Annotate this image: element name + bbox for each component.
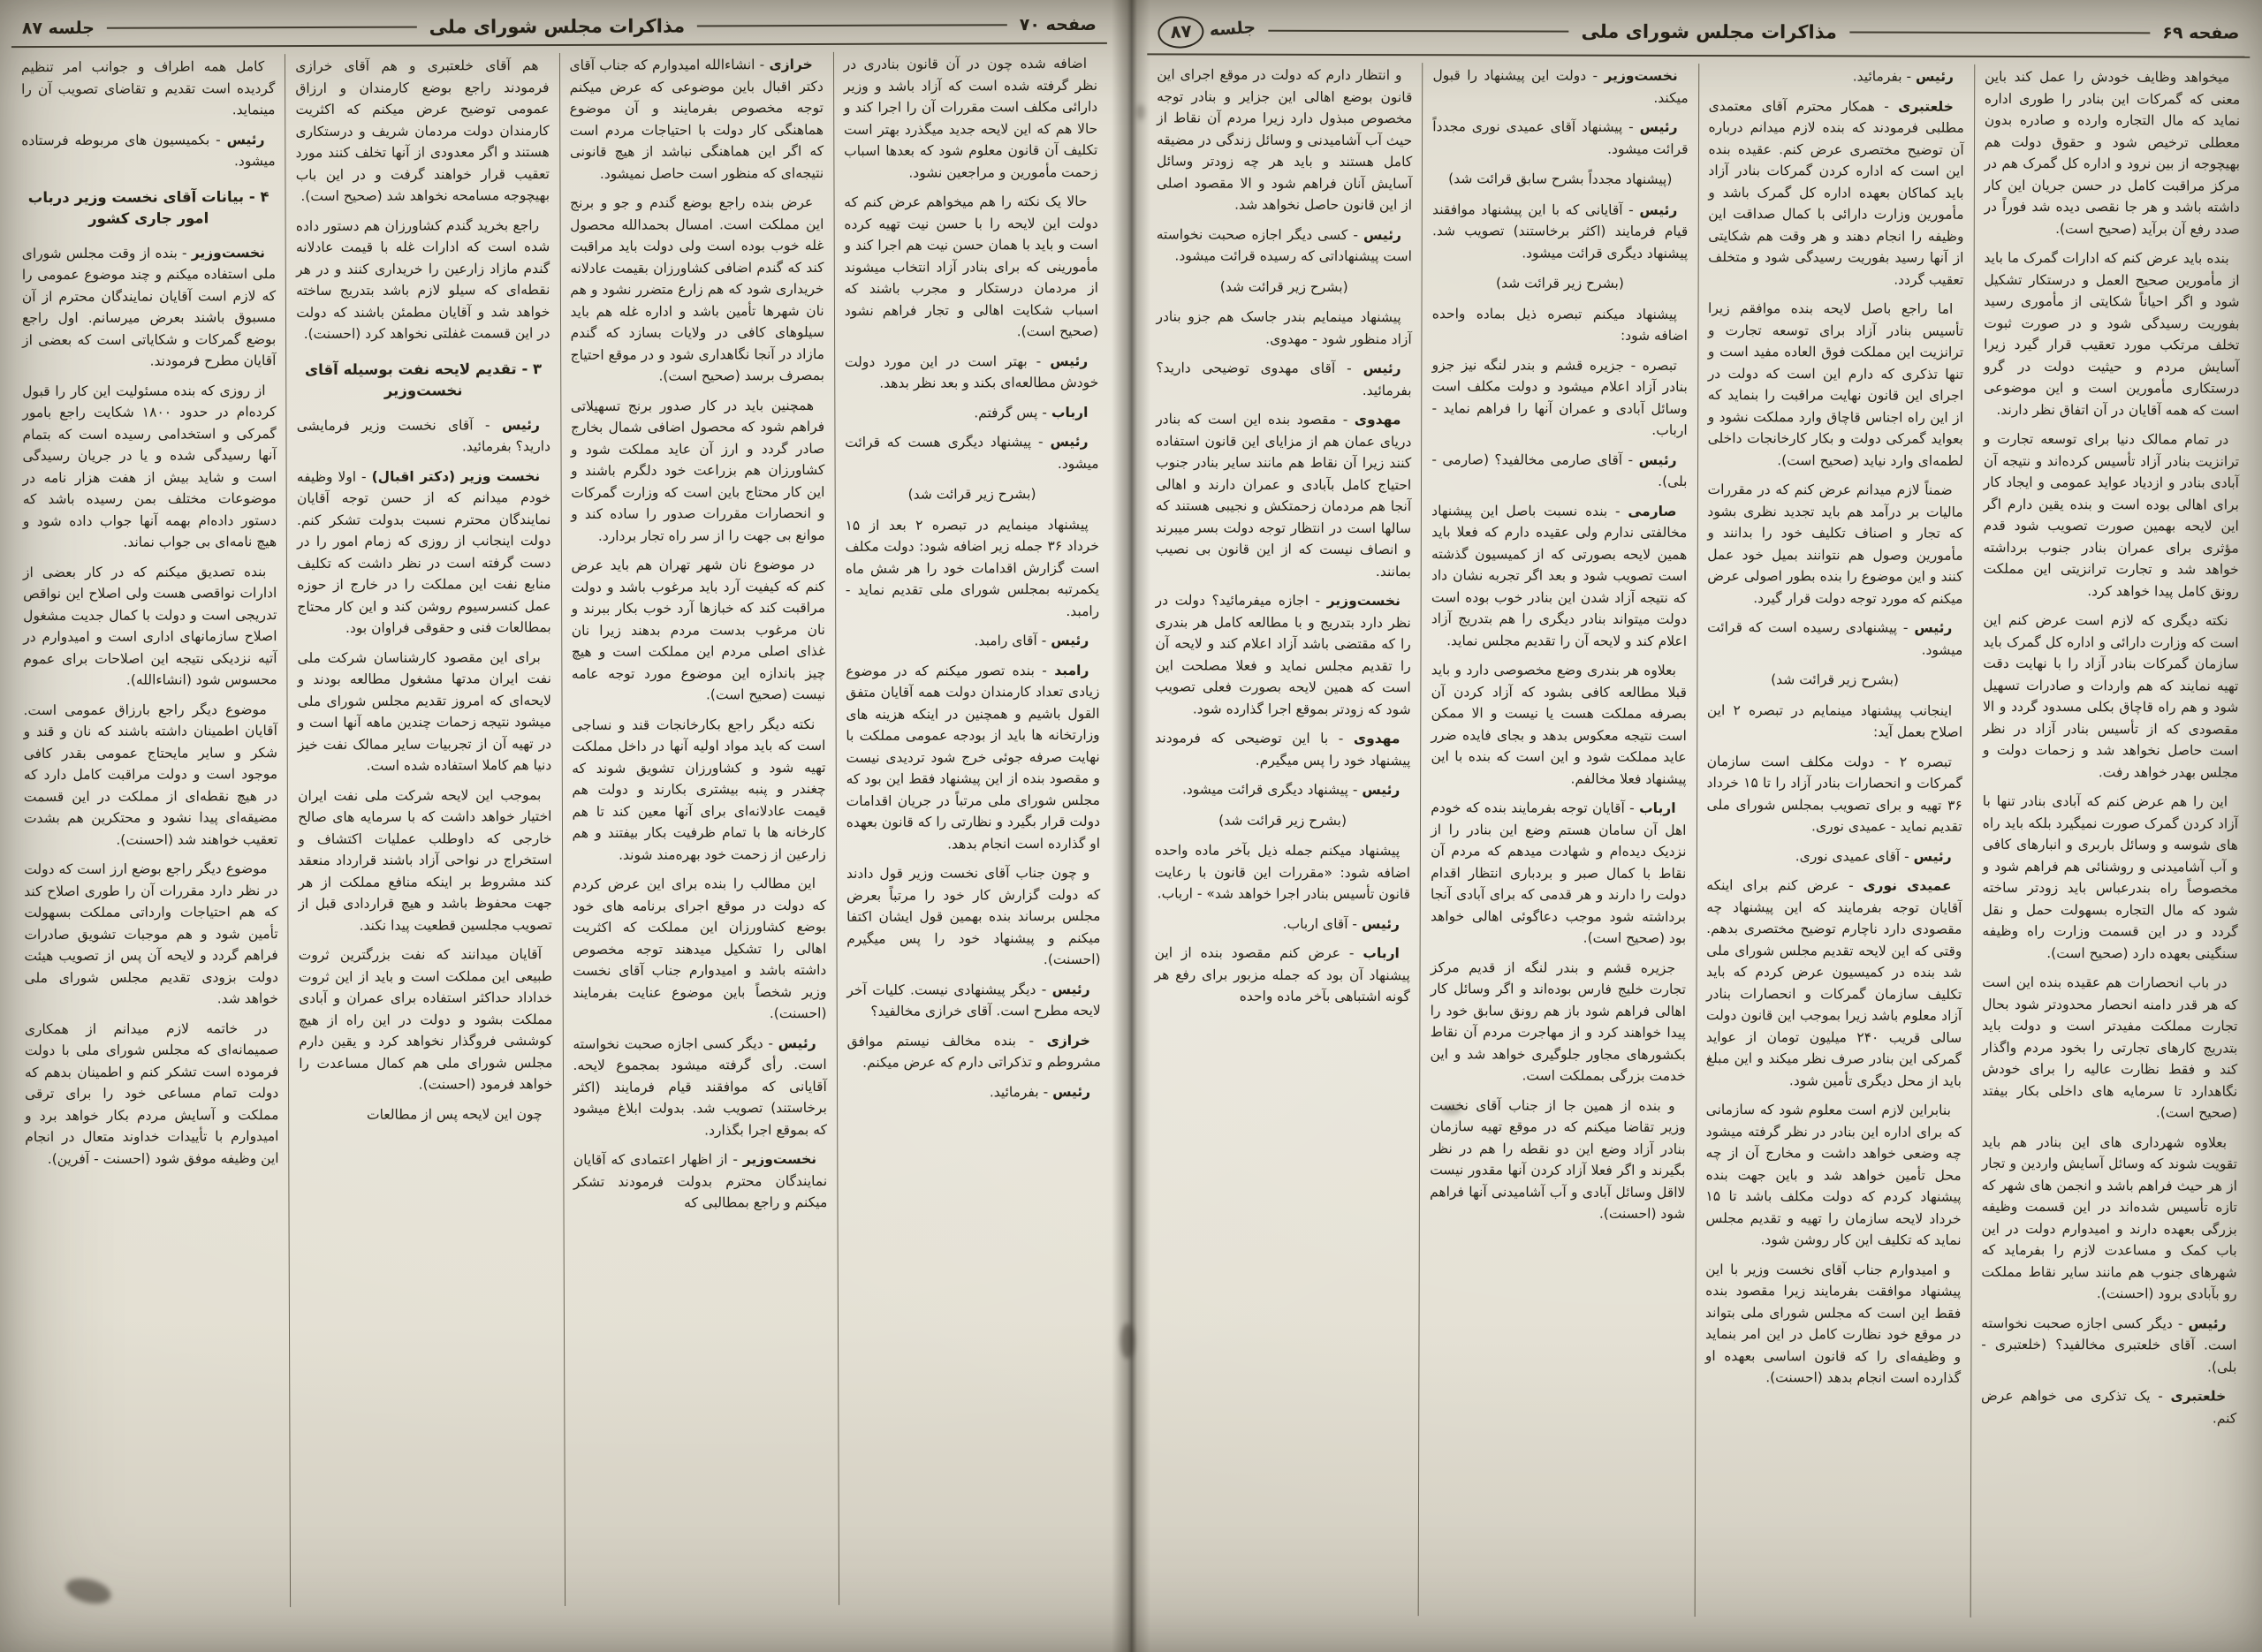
- speaker-name: ارباب: [1639, 799, 1676, 816]
- session-label: جلسه ۸۷: [21, 18, 95, 39]
- speaker-name: رامبد: [1054, 662, 1089, 678]
- speaker-name: رئیس: [1914, 619, 1953, 636]
- speaker-name: رئیس: [1050, 433, 1089, 451]
- stage-direction: (پیشنهاد مجدداً بشرح سابق قرائت شد): [1448, 171, 1673, 187]
- speaker-name: رئیس: [1362, 782, 1400, 799]
- speech-paragraph: هم آقای خلعتبری و هم آقای خرازی فرمودند راجع بوضع کارمندان و ارزاق عمومی توضیح عرض میکنم که اکثریت کارمندان دولت مردمان شریف و درستکاری هستند و اگر معدودی از آنها تخلف کنند مورد تعقیب قرار خواهند گرفت و در این باب بهیچوجه مسامحه نخواهد شد (صحیح است).: [295, 57, 550, 205]
- speech-paragraph: نخست‌وزیر - از اظهار اعتمادی که آقایان نمایندگان محترم بدولت فرمودند تشکر میکنم و راجع بمطالبی که: [573, 1150, 828, 1211]
- speaker-name: نخست وزیر (دکتر اقبال): [371, 467, 541, 485]
- speaker-name: رئیس: [1638, 451, 1677, 468]
- speech-paragraph: مهدوی - مقصود بنده این است که بنادر دریای عمان هم از مزایای این قانون استفاده کنند زیرا آن نقاط هم مانند سایر بنادر جنوب احتیاج کامل بآبادی و عمران دارند و اهالی آنجا هم مردمان زحمتکش و نجیبی هستند که سالها است در انتظار توجه دولت بسر میبرند و انصاف نیست که از این قانون بی نصیب بمانند.: [1155, 411, 1412, 580]
- speech-paragraph: رئیس - بفرمائید.: [1852, 68, 1954, 85]
- speaker-name: رئیس: [1915, 68, 1954, 85]
- speech-paragraph: صارمی - بنده نسبت باصل این پیشنهاد مخالفتی ندارم ولی عقیده دارم که فعلا باید همین لایحه بصورتی که از کمیسیون گذشته است تصویب شود و بعد اگر تجربه نشان داد که نتیجه آزاد شدن این بنادر خوب بوده است دولت میتواند بنادر دیگری را هم بتدریج آزاد اعلام کند و لایحه آن را تقدیم مجلس نماید.: [1431, 502, 1688, 649]
- speech-paragraph: بنده تصدیق میکنم که در کار بعضی از ادارات نواقصی هست ولی اصلاح این نواقص تدریجی است و دولت با کمال جدیت مشغول اصلاح سازمانهای اداری است و امیدوارم در آتیه نزدیکی نتیجه این اصلاحات برای عموم محسوس شود (انشاءالله).: [22, 563, 277, 688]
- speech-paragraph: تبصره ۲ - دولت مکلف است سازمان گمرکات و انحصارات بنادر آزاد را تا ۱۵ خرداد ۳۶ تهیه و برای تصویب بمجلس شورای ملی تقدیم نماید - عمیدی نوری.: [1706, 753, 1962, 835]
- speaker-name: رئیس: [1051, 632, 1089, 649]
- speech-paragraph: رامبد - بنده تصور میکنم که در موضوع زیادی تعداد کارمندان دولت همه آقایان متفق القول باشیم و همچنین در اینکه هزینه های وزارتخانه ها باید از بودجه عمومی مملکت با نهایت صرفه جوئی خرج شود تردیدی نیست و مقصود بنده از این پیشنهاد فقط این بود که مجلس شورای ملی مرتباً در جریان اقدامات دولت قرار بگیرد و نظارتی را که قانون بعهده او گذارده است انجام بدهد.: [846, 662, 1101, 852]
- speech-paragraph: رئیس - آقای مهدوی توضیحی دارید؟ بفرمائید.: [1156, 360, 1412, 398]
- speech-paragraph: بعلاوه شهرداری های این بنادر هم باید تقویت شوند که وسائل آسایش واردین و تجار از هر حیث فراهم باشد و انجمن های شهر که تازه تأسیس شده‌اند در این قسمت وظیفه بزرگی بعهده دارند و امیدوارم دولت در این باب کمک و مساعدت لازم را بفرماید که شهرهای جنوب هم مانند سایر نقاط مملکت رو بآبادی برود (احسنت).: [1981, 1133, 2238, 1302]
- speech-paragraph: ارباب - عرض کنم مقصود بنده از این پیشنهاد آن بود که جمله مزبور برای رفع هر گونه اشتباهی بآخر ماده واحده: [1154, 944, 1410, 1005]
- speech-paragraph: این را هم عرض کنم که آبادی بنادر تنها با آزاد کردن گمرک صورت نمیگیرد بلکه باید راه های شوسه و وسائل باربری و انبارهای کافی و آب آشامیدنی و روشنائی هم فراهم شود و مخصوصاً راه بندرعباس باید زودتر ساخته شود که مال التجاره بسهولت حمل و نقل گردد و در این قسمت وزارت راه وظیفه سنگینی بعهده دارد (صحیح است).: [1982, 792, 2239, 962]
- speech-paragraph: نکته دیگر راجع بکارخانجات قند و نساجی است که باید مواد اولیه آنها در داخل مملکت تهیه شود و کشاورزان تشویق شوند که چغندر و پنبه بیشتری بکارند و دولت هم قیمت عادلانه‌ای برای آنها معین کند تا هم کارخانه ها با تمام ظرفیت بکار بیفتند و هم زارعین از زحمت خود بهره‌مند شوند.: [572, 716, 826, 863]
- speech-paragraph: کامل همه اطراف و جوانب امر تنظیم گردیده است تقدیم و تقاضای تصویب آن را مینماید.: [20, 58, 276, 118]
- speech-paragraph: برای این مقصود کارشناسان شرکت ملی نفت ایران مدتها مشغول مطالعه بودند و لایحه‌ای که امروز تقدیم مجلس شورای ملی میشود نتیجه زحمات چندین ماهه آنها است و در تهیه آن از تجربیات سایر ممالک نفت خیز دنیا هم کاملا استفاده شده است.: [297, 648, 552, 774]
- section-heading: ۴ - بیانات آقای نخست وزیر درباب امور جاری کشور: [27, 187, 269, 227]
- speech-paragraph: راجع بخرید گندم کشاورزان هم دستور داده شده است که ادارات غله با قیمت عادلانه گندم مازاد زارعین را خریداری کنند و در هر نقطه‌ای که سیلو لازم باشد بتدریج ساخته خواهد شد و آقایان مطمئن باشند که دولت در این قسمت غفلتی نخواهد کرد (احسنت).: [295, 216, 550, 343]
- text-columns: [1143, 53, 2251, 1618]
- speaker-name: رئیس: [1639, 118, 1678, 135]
- speech-paragraph: رئیس - آقای صارمی مخالفید؟ (صارمی - بلی).: [1431, 451, 1688, 489]
- speech-paragraph: موضوع دیگر راجع بوضع ارز است که دولت در نظر دارد مقررات آن را طوری اصلاح کند که هم احتیاجات وارداتی مملکت بسهولت تأمین شود و هم موجبات تشویق صادرات فراهم گردد و لایحه آن پس از تصویب هیئت دولت بزودی تقدیم مجلس شورای ملی خواهد شد.: [24, 860, 278, 1007]
- speaker-name: رئیس: [226, 131, 265, 148]
- speech-paragraph: پیشنهاد مینمایم بندر جاسک هم جزو بنادر آزاد منظور شود - مهدوی.: [1156, 308, 1412, 347]
- speech-paragraph: نخست‌وزیر - اجازه میفرمائید؟ دولت در نظر دارد بتدریج و با مطالعه کامل هر بندری را که مقتضی باشد آزاد اعلام کند و لایحه آن را تقدیم مجلس نماید و فعلا مصلحت این است که همین لایحه بصورت فعلی تصویب شود که زودتر بموقع اجرا گذارده شود.: [1155, 592, 1411, 717]
- session-stamp: [1157, 11, 1256, 49]
- speaker-name: خلعتبری: [2170, 1388, 2227, 1405]
- speech-paragraph: خلعتبری - همکار محترم آقای معتمدی مطلبی فرمودند که بنده لازم میدانم درباره آن توضیح مختصری عرض کنم. عقیده بنده این است که اداره کردن گمرکات بنادر آزاد باید کماکان بعهده اداره کل گمرک باشد و مأمورین وزارت دارائی با کمال صداقت این وظیفه را انجام دهند و هر وقت هم شکایتی از آنها رسید بفوریت رسیدگی شود و متخلف تعقیب گردد.: [1708, 97, 1964, 288]
- page-left: [11, 7, 1112, 1643]
- speech-paragraph: ارباب - آقایان توجه بفرمایند بنده که خودم اهل آن سامان هستم وضع این بنادر را از نزدیک دیده‌ام و شهادت میدهم که مردم آن نقاط با کمال صبر و بردباری انتظار اقدام دولت را دارند و هر قدمی که برای آبادی آنجا برداشته شود موجب دعاگوئی اهالی خواهد بود (صحیح است).: [1430, 799, 1687, 946]
- speech-paragraph: پیشنهاد مینمایم در تبصره ۲ بعد از ۱۵ خرداد ۳۶ جمله زیر اضافه شود: دولت مکلف است گزارش اقدامات خود را هر شش ماه یکمرتبه بمجلس شورای ملی تقدیم نماید - رامبد.: [845, 516, 1100, 619]
- speaker-name: رئیس: [1639, 201, 1678, 218]
- speech-paragraph: میخواهد وظایف خودش را عمل کند باین معنی که گمرکات این بنادر را طوری اداره نماید که مال التجاره وارده و صادره بدون معطلی ترخیص شود و حقوق دولت هم بهیچوجه از بین نرود و اداره کل گمرک هم در مرکز مراقبت کامل در حسن جریان این کار داشته باشد و هر جا نقصی دیده شد فوراً در صدد رفع آن برآید (صحیح است).: [1984, 68, 2241, 238]
- speech-paragraph: اینجانب پیشنهاد مینمایم در تبصره ۲ این اصلاح بعمل آید:: [1706, 701, 1963, 740]
- journal-title: مذاکرات مجلس شورای ملی: [1581, 20, 1837, 43]
- speech-paragraph: آقایان میدانند که نفت بزرگترین ثروت طبیعی این مملکت است و باید از این ثروت خداداد حداکثر استفاده برای عمران و آبادی مملکت بشود و دولت در این راه از هیچ کوششی فروگذار نخواهد کرد و یقین دارم مجلس شورای ملی هم کمال مساعدت را خواهد فرمود (احسنت).: [298, 946, 553, 1093]
- page-right: [1143, 7, 2251, 1642]
- text-column: [1143, 62, 1423, 1616]
- speaker-name: ارباب: [1051, 404, 1089, 421]
- speech-paragraph: بنابراین لازم است معلوم شود که سازمانی که برای اداره این بنادر در نظر گرفته میشود چه وضعی خواهد داشت و مخارج آن از چه محل تأمین خواهد شد و باین جهت بنده پیشنهاد کردم که دولت مکلف باشد تا ۱۵ خرداد لایحه سازمان را تهیه و تقدیم مجلس نماید که تکلیف این کار روشن شود.: [1705, 1102, 1962, 1248]
- speech-paragraph: رئیس - آقای عمیدی نوری.: [1795, 847, 1952, 865]
- page-number-label: صفحه ۷۰: [1019, 14, 1097, 35]
- speaker-name: رئیس: [2188, 1315, 2227, 1332]
- stage-direction: (بشرح زیر قرائت شد): [1771, 671, 1900, 688]
- speech-paragraph: حالا یک نکته را هم میخواهم عرض کنم که دولت این لایحه را با حسن نیت تهیه کرده است و باید با همان حسن نیت هم اجرا کند و مأمورینی که برای بنادر آزاد انتخاب میشوند از مردمان درستکار و مجرب باشند که اسباب شکایت اهالی و تجار فراهم نشود (صحیح است).: [844, 193, 1099, 340]
- speech-paragraph: رئیس - آقای ارباب.: [1282, 915, 1400, 932]
- speech-paragraph: نکته دیگری که لازم است عرض کنم این است که وزارت دارائی و اداره کل گمرک باید سازمان گمرکات بنادر آزاد را با نهایت دقت تهیه نمایند که هم واردات و صادرات تسهیل شود و هم راه قاچاق بکلی مسدود گردد و الا مقصودی که از تأسیس بنادر آزاد در نظر است حاصل نخواهد شد و زحمات دولت و مجلس بهدر خواهد رفت.: [1982, 611, 2239, 781]
- speech-paragraph: در تمام ممالک دنیا برای توسعه تجارت و ترانزیت بنادر آزاد تأسیس کرده‌اند و نتیجه آن آبادی بنادر و ازدیاد عواید عمومی و ایجاد کار برای اهالی بوده است و بنده یقین دارم اگر این لایحه بهمین صورت تصویب شود قدم مؤثری برای عمران بنادر جنوب برداشته خواهد شد و تجارت ترانزیتی این مملکت رونق کامل پیدا خواهد کرد.: [1983, 430, 2240, 600]
- speech-paragraph: و چون جناب آقای نخست وزیر قول دادند که دولت گزارش کار خود را مرتباً بعرض مجلس برساند بنده بهمین قول ایشان اکتفا میکنم و پیشنهاد خود را پس میگیرم (احسنت).: [846, 864, 1101, 968]
- speech-paragraph: در موضوع نان شهر تهران هم باید عرض کنم که کیفیت آرد باید مرغوب باشد و دولت مراقبت کند که خبازها آرد خوب بکار ببرند و نان مرغوب بدست مردم بدهند زیرا نان غذای اصلی مردم این مملکت است و هیچ چیز باندازه این موضوع مورد توجه عامه نیست (صحیح است).: [571, 557, 826, 703]
- speaker-name: ارباب: [1363, 945, 1400, 962]
- speech-paragraph: ضمناً لازم میدانم عرض کنم که در مقررات مالیات بر درآمد هم باید تجدید نظری بشود که تجار و اصناف تکلیف خود را بدانند و مأمورین وصول هم نتوانند بمیل خود عمل کنند و این موضوع را بنده بطور اصولی عرض میکنم که مورد توجه دولت قرار گیرد.: [1707, 481, 1963, 607]
- speaker-name: مهدوی: [1353, 730, 1400, 747]
- speech-paragraph: موضوع دیگر راجع بارزاق عمومی است. آقایان اطمینان داشته باشند که نان و قند و شکر و سایر مایحتاج عمومی بقدر کافی موجود است و دولت مراقبت کامل دارد که در هیچ نقطه‌ای از مملکت در این قسمت مضیقه‌ای پیدا نشود و محتکرین هم بشدت تعقیب خواهند شد (احسنت).: [23, 701, 278, 848]
- speech-paragraph: رئیس - دیگر کسی اجازه صحبت نخواسته است. آقای خلعتبری مخالفید؟ (خلعتبری - بلی).: [1981, 1315, 2237, 1375]
- ink-smudge: [1136, 104, 1145, 120]
- speaker-name: مهدوی: [1354, 411, 1401, 428]
- speaker-name: نخست‌وزیر: [191, 244, 266, 261]
- speaker-name: نخست‌وزیر: [1604, 67, 1678, 84]
- speech-paragraph: نخست‌وزیر - دولت این پیشنهاد را قبول میکند.: [1432, 67, 1689, 106]
- speech-paragraph: از روزی که بنده مسئولیت این کار را قبول کرده‌ام در حدود ۱۸۰۰ شکایت راجع بامور گمرکی و استخدامی رسیده است که بتمام آنها رسیدگی شده و یا در جریان رسیدگی است و شاید بیش از هفت هزار نامه در موضوعات مختلف بمن رسیده باشد که دستور داده‌ام بهمه آنها جواب داده شود و هیچ نامه‌ای بی جواب نماند.: [22, 382, 277, 550]
- speaker-name: نخست‌وزیر: [1326, 592, 1400, 610]
- speech-paragraph: تبصره - جزیره قشم و بندر لنگه نیز جزو بنادر آزاد اعلام میشود و دولت مکلف است وسائل آبادی و عمران آنها را فراهم نماید - ارباب.: [1431, 356, 1688, 438]
- header-rule: [1849, 31, 2150, 34]
- speech-paragraph: رئیس - بکمیسیون های مربوطه فرستاده میشود.: [21, 131, 276, 170]
- speaker-name: رئیس: [1363, 226, 1402, 243]
- speaker-name: رئیس: [1050, 352, 1089, 369]
- speech-paragraph: بنده باید عرض کنم که ادارات گمرک ما باید از مأمورین صحیح العمل و درستکار تشکیل شود و اگر احیاناً شکایتی از مأموری رسید بفوریت رسیدگی شود و در صورت ثبوت تخلف مرتکب مورد تعقیب قرار گیرد زیرا آسایش مردم و حیثیت دولت در گرو درستکاری مأمورین است و این موضوعی است که همه آقایان در آن اتفاق نظر دارند.: [1984, 249, 2240, 419]
- speaker-name: رئیس: [778, 1034, 816, 1051]
- speaker-name: رئیس: [1051, 981, 1090, 997]
- speaker-name: رئیس: [501, 416, 540, 433]
- stage-direction: (بشرح زیر قرائت شد): [1218, 812, 1347, 829]
- speaker-name: خلعتبری: [1898, 98, 1954, 115]
- speaker-name: رئیس: [1363, 360, 1401, 377]
- speech-paragraph: و بنده از همین جا از جناب آقای نخست وزیر تقاضا میکنم که در موقع تهیه سازمان بنادر آزاد وضع این دو نقطه را هم در نظر بگیرند و اگر فعلا آزاد کردن آنها مقدور نیست لااقل وسائل آبادی و آب آشامیدنی آنها فراهم شود (احسنت).: [1430, 1096, 1686, 1222]
- text-column: [1418, 63, 1698, 1617]
- header-rule: [1268, 30, 1568, 33]
- speech-paragraph: عمیدی نوری - عرض کنم برای اینکه آقایان توجه بفرمایند که این پیشنهاد چه مقصودی دارد ناچارم توضیح مختصری بدهم. وقتی که این لایحه تقدیم مجلس شورای ملی شد بنده در کمیسیون عرض کردم که باید تکلیف سازمان گمرکات و انحصارات بنادر آزاد معلوم باشد زیرا بموجب این قانون دولت سالی قریب ۲۴۰ میلیون تومان از عواید گمرکی این بنادر صرف نظر میکند و این مبلغ باید از محل دیگری تأمین شود.: [1705, 877, 1962, 1089]
- speech-paragraph: اضافه شده چون در آن قانون بنادری در نظر گرفته شده است که آزاد باشد و وزیر دارائی مکلف است مقررات آن را اجرا کند و حالا هم که این لایحه جدید میگذرد بهتر است تکلیف آن قانون معلوم شود که بعدها اسباب زحمت مأمورین و مراجعین نشود.: [843, 55, 1098, 181]
- speech-paragraph: جزیره قشم و بندر لنگه از قدیم مرکز تجارت خلیج فارس بوده‌اند و اگر وسائل کار اهالی فراهم شود باز هم رونق سابق خود را پیدا خواهند کرد و از مهاجرت مردم آن نقاط بکشورهای مجاور جلوگیری خواهد شد و این خدمت بزرگی بمملکت است.: [1430, 959, 1687, 1084]
- speaker-name: رئیس: [1913, 848, 1952, 865]
- speaker-name: عمیدی نوری: [1863, 877, 1952, 894]
- speaker-name: خرازی: [769, 57, 813, 73]
- speech-paragraph: رئیس - دیگر پیشنهادی نیست. کلیات آخر لایحه مطرح است. آقای خرازی مخالفید؟: [846, 981, 1101, 1019]
- session-word: جلسه: [1209, 17, 1256, 41]
- speech-paragraph: رئیس - آقایانی که با این پیشنهاد موافقند قیام فرمایند (اکثر برخاستند) تصویب شد. پیشنهاد دیگری قرائت میشود.: [1431, 201, 1689, 261]
- page-number-label: صفحه ۶۹: [2162, 23, 2240, 43]
- speech-paragraph: رئیس - کسی دیگر اجازه صحبت نخواسته است پیشنهاداتی که رسیده قرائت میشود.: [1156, 225, 1412, 265]
- speech-paragraph: عرض بنده راجع بوضع گندم و جو و برنج این مملکت است. امسال بحمدالله محصول غله خوب بوده است ولی دولت باید مراقبت کند که گندم اضافی کشاورزان بقیمت عادلانه خریداری شود که هم زارع متضرر نشود و هم نان شهرها تأمین باشد و اداره غله هم باید سیلوهای کافی در ولایات بسازد که گندم مازاد در آنجا نگاهداری شود و در موقع احتیاج بمصرف برسد (صحیح است).: [570, 194, 825, 384]
- speech-paragraph: پیشنهاد میکنم جمله ذیل بآخر ماده واحده اضافه شود: «مقررات این قانون با رعایت قانون تأسیس بنادر اجرا خواهد شد» - ارباب.: [1154, 842, 1411, 903]
- speech-paragraph: نخست‌وزیر - بنده از وقت مجلس شورای ملی استفاده میکنم و چند موضوع عمومی را که لازم است آقایان نمایندگان محترم از آن مسبوق باشند بعرض میرسانم. اول راجع بوضع گمرکات و شکایاتی است که بعضی از آقایان مطرح فرمودند.: [21, 244, 277, 369]
- text-column: [285, 53, 564, 1607]
- stage-direction: (بشرح زیر قرائت شد): [1496, 275, 1624, 292]
- speaker-name: خرازی: [1046, 1032, 1090, 1049]
- ink-smudge: [1120, 1323, 1135, 1359]
- text-column: [833, 51, 1112, 1605]
- speech-paragraph: خلعتبری - یک تذکری می خواهم عرض کنم.: [1981, 1387, 2237, 1427]
- journal-title: مذاکرات مجلس شورای ملی: [429, 15, 686, 38]
- speaker-name: رئیس: [1052, 1083, 1091, 1100]
- speaker-name: رئیس: [1361, 915, 1400, 932]
- speaker-name: نخست‌وزیر: [742, 1150, 817, 1168]
- stage-direction: (بشرح زیر قرائت شد): [1219, 278, 1348, 295]
- speech-paragraph: همچنین باید در کار صدور برنج تسهیلاتی فراهم شود که محصول اضافی شمال بخارج صادر گردد و ارز آن عاید مملکت شود و کشاورزان هم بزراعت خود دلگرم باشند و این کار محتاج باین است که وزارت گمرکات و انحصارات مقررات صدور را ساده کند و موانع بی جهت را از سر راه تجار بردارد.: [570, 397, 825, 544]
- speech-paragraph: چون این لایحه پس از مطالعات: [366, 1105, 543, 1123]
- speech-paragraph: پیشنهاد میکنم تبصره ذیل بماده واحده اضافه شود:: [1431, 305, 1688, 344]
- header-rule: [697, 24, 1007, 27]
- session-number: ۸۷: [1157, 15, 1205, 49]
- text-column: [558, 52, 838, 1606]
- speech-paragraph: خرازی - انشاءالله امیدوارم که جناب آقای دکتر اقبال باین موضوعی که عرض میکنم توجه مخصوص بفرمایند و آن موضوع هماهنگی کار دولت با احتیاجات مردم است که اگر این هماهنگی نباشد از هیچ قانونی نتیجه‌ای که منظور است حاصل نمیشود.: [569, 57, 824, 182]
- speech-paragraph: بعلاوه هر بندری وضع مخصوصی دارد و باید قبلا مطالعه کافی بشود که آزاد کردن آن بصرفه مملکت هست یا نیست و الا ممکن است نتیجه معکوس بدهد و بجای فایده ضرر عاید مملکت شود و این است که بنده با این پیشنهاد فعلا مخالفم.: [1431, 662, 1687, 787]
- speech-paragraph: مهدوی - با این توضیحی که فرمودند پیشنهاد خود را پس میگیرم.: [1155, 730, 1411, 769]
- text-columns: [11, 42, 1112, 1608]
- speech-paragraph: رئیس - آقای نخست وزیر فرمایشی دارید؟ بفرمائید.: [296, 416, 551, 455]
- speech-paragraph: رئیس - آقای رامبد.: [974, 632, 1089, 649]
- speech-paragraph: رئیس - بفرمائید.: [989, 1083, 1091, 1100]
- speech-paragraph: رئیس - پیشنهادی رسیده است که قرائت میشود.: [1707, 619, 1963, 658]
- speech-paragraph: نخست وزیر (دکتر اقبال) - اولا وظیفه خودم میدانم که از حسن توجه آقایان نمایندگان محترم نسبت بدولت تشکر کنم. دولت اینجانب از روزی که زمام امور را در دست گرفته است در نظر داشت که تکلیف منابع نفت این مملکت را در خارج از حوزه عمل کنسرسیوم روشن کند و این کار محتاج بمطالعات فنی و حقوقی فراوان بود.: [296, 467, 551, 636]
- section-heading: ۳ - تقدیم لایحه نفت بوسیله آقای نخست‌وزیر: [304, 360, 543, 399]
- stage-direction: (بشرح زیر قرائت شد): [907, 486, 1036, 503]
- speech-paragraph: خرازی - بنده مخالف نیستم موافق مشروطم و تذکراتی دارم که عرض میکنم.: [846, 1032, 1101, 1071]
- speech-paragraph: بموجب این لایحه شرکت ملی نفت ایران اختیار خواهد داشت که با سرمایه های صالح خارجی که داوطلب عملیات اکتشاف و استخراج در نواحی آزاد باشند قرارداد منعقد کند مشروط بر اینکه منافع مملکت از هر جهت محفوظ باشد و هیچ قراردادی قبل از تصویب مجلسین قطعیت پیدا نکند.: [298, 786, 552, 934]
- speech-paragraph: ارباب - پس گرفتم.: [974, 404, 1089, 421]
- speech-paragraph: رئیس - پیشنهاد دیگری قرائت میشود.: [1181, 781, 1400, 799]
- header-rule: [107, 27, 417, 29]
- speech-paragraph: و امیدوارم جناب آقای نخست وزیر با این پیشنهاد موافقت بفرمایند زیرا مقصود بنده فقط این است که مجلس شورای ملی بتواند در موقع خود نظارت کامل در این امر بنماید و وظیفه‌ای را که قانون اساسی بعهده او گذارده است انجام بدهد (احسنت).: [1704, 1261, 1962, 1386]
- speech-paragraph: این مطالب را بنده برای این عرض کردم که دولت در موقع اجرای برنامه های خود بوضع کشاورزان این مملکت که اکثریت اهالی را تشکیل میدهند توجه مخصوص داشته باشد و امیدوارم جناب آقای نخست وزیر شخصاً باین موضوع عنایت بفرمایند (احسنت).: [572, 875, 827, 1022]
- page-header: [1147, 7, 2250, 56]
- speech-paragraph: و انتظار دارم که دولت در موقع اجرای این قانون بوضع اهالی این جزایر و بنادر توجه مخصوص مبذول دارد زیرا مردم آن نقاط از حیث آب آشامیدنی و وسائل زندگی در مضیقه کامل هستند و باید هر چه زودتر وسائل آسایش آنان فراهم شود و الا مقصود اصلی از این قانون حاصل نخواهد شد.: [1156, 66, 1413, 214]
- text-column: [1694, 64, 1974, 1618]
- speech-paragraph: در خاتمه لازم میدانم از همکاری صمیمانه‌ای که مجلس شورای ملی با دولت فرموده است تشکر کنم و اطمینان بدهم که دولت تمام مساعی خود را برای ترقی مملکت و آسایش مردم بکار خواهد برد و امیدوارم با تأییدات خداوند متعال در انجام این وظیفه موفق شود (احسنت - آفرین).: [24, 1019, 279, 1167]
- page-header: [11, 7, 1107, 46]
- speech-paragraph: رئیس - پیشنهاد دیگری هست که قرائت میشود.: [845, 433, 1099, 472]
- text-column: [1970, 64, 2250, 1618]
- speech-paragraph: رئیس - بهتر است در این مورد دولت خودش مطالعه‌ای بکند و بعد نظر بدهد.: [844, 352, 1099, 391]
- speech-paragraph: رئیس - پیشنهاد آقای عمیدی نوری مجدداً قرائت میشود.: [1432, 118, 1689, 157]
- speech-paragraph: اما راجع باصل لایحه بنده موافقم زیرا تأسیس بنادر آزاد برای توسعه تجارت و ترانزیت این مملکت فوق العاده مفید است و تنها تذکری که دارم این است که دولت در اجرای این قانون نهایت مراقبت را بنماید که از این راه اجناس قاچاق وارد مملکت نشود و بعواید گمرکی دولت و بکار کارخانجات داخلی لطمه‌ای وارد نیاید (صحیح است).: [1707, 300, 1964, 469]
- speech-paragraph: رئیس - دیگر کسی اجازه صحبت نخواسته است. رأی گرفته میشود بمجموع لایحه. آقایانی که موافقند قیام فرمایند (اکثر برخاستند) تصویب شد. بدولت ابلاغ میشود که بموقع اجرا بگذارد.: [573, 1034, 827, 1138]
- speaker-name: صارمی: [1628, 503, 1677, 519]
- speech-paragraph: در باب انحصارات هم عقیده بنده این است که هر قدر دامنه انحصار محدودتر شود بحال تجارت مملکت مفیدتر است و دولت باید بتدریج کارهای تجارتی را بخود مردم واگذار کند و فقط نظارت عالیه را برای خودش نگاهدارد تا سرمایه های داخلی بکار بیفتد (صحیح است).: [1981, 974, 2238, 1121]
- text-column: [11, 54, 290, 1608]
